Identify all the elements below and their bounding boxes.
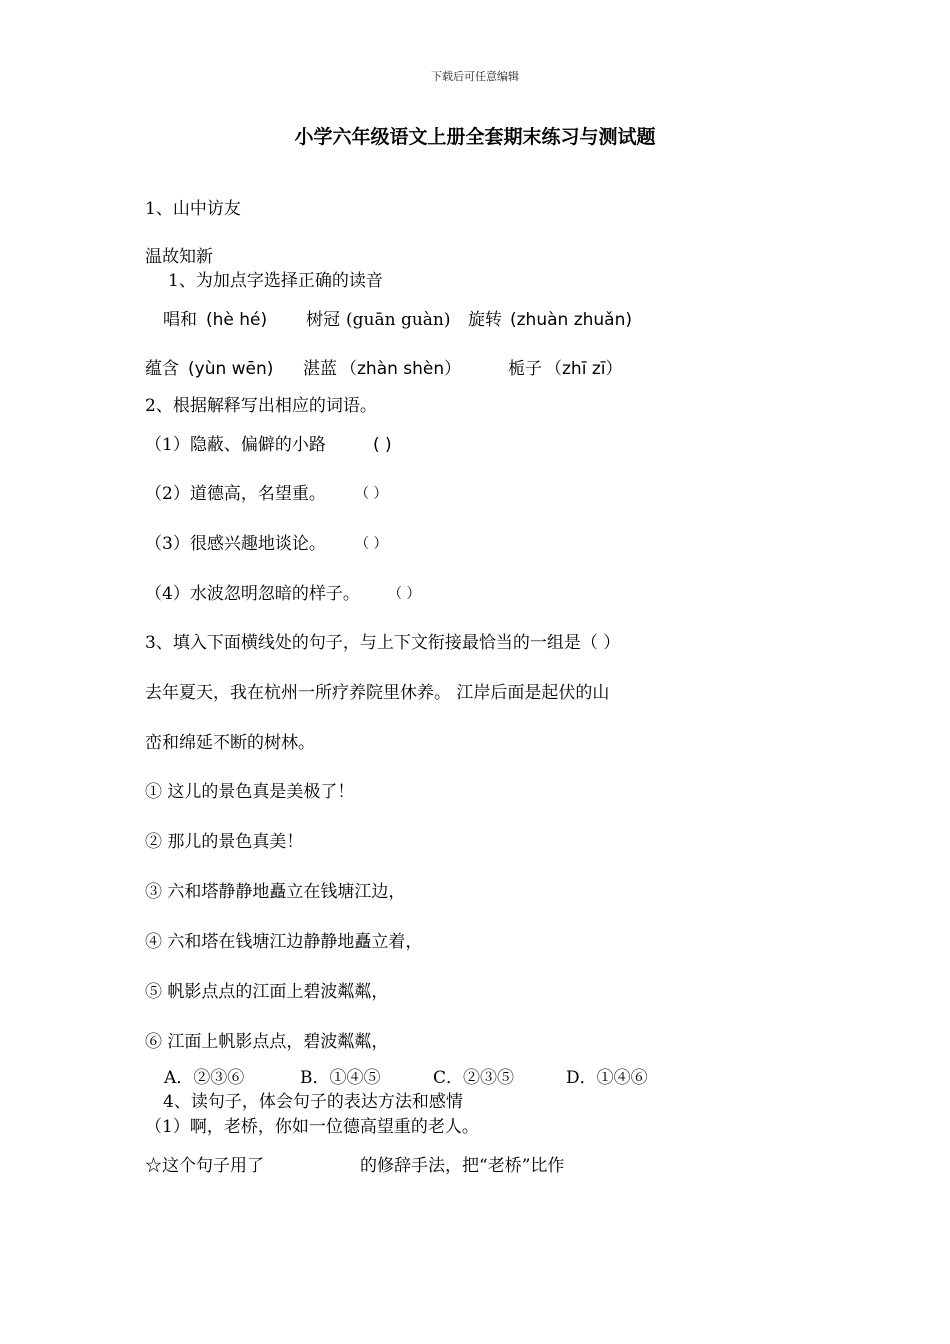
q1-pinyin: (zhuàn zhuǎn) (510, 310, 632, 330)
q1-word: 湛蓝 (303, 359, 337, 379)
q3-choice-d: D．①④⑥ (566, 1068, 648, 1088)
q4-task: 的修辞手法，把“老桥”比作 (360, 1156, 565, 1176)
q1-prompt: 1、为加点字选择正确的读音 (168, 271, 383, 291)
section-heading: 温故知新 (145, 247, 213, 267)
q3-choice-b: B．①④⑤ (300, 1068, 381, 1088)
q1-pinyin: （zhī zī） (545, 359, 623, 379)
q2-blank: （ ） (388, 586, 421, 602)
lesson-heading: 1、山中访友 (145, 199, 241, 219)
q2-blank: （ ） (355, 536, 388, 552)
q3-prompt: 3、填入下面横线处的句子，与上下文衔接最恰当的一组是（ ） (145, 633, 621, 653)
q1-word: 树冠 (306, 310, 340, 330)
q1-word: 栀子 (508, 359, 542, 379)
q2-item: （4）水波忽明忽暗的样子。 (145, 584, 360, 604)
q4-prompt: 4、读句子，体会句子的表达方法和感情 (163, 1092, 463, 1112)
q2-item: （2）道德高，名望重。 (145, 484, 326, 504)
q3-choice-a: A．②③⑥ (164, 1068, 245, 1088)
q2-prompt: 2、根据解释写出相应的词语。 (145, 396, 377, 416)
q2-item: （1）隐蔽、偏僻的小路 (145, 435, 326, 455)
q2-item: （3）很感兴趣地谈论。 (145, 534, 326, 554)
q1-word: 蕴含 (145, 359, 179, 379)
q3-passage: 峦和绵延不断的树林。 (145, 733, 315, 753)
q4-sentence: （1）啊，老桥，你如一位德高望重的老人。 (145, 1117, 479, 1137)
q1-pinyin: (guān guàn) (346, 310, 451, 330)
q1-pinyin: (yùn wēn) (188, 359, 274, 379)
q3-option: ④ 六和塔在钱塘江边静静地矗立着， (145, 932, 423, 952)
q2-blank: ( ) (373, 435, 392, 455)
q3-option: ③ 六和塔静静地矗立在钱塘江边， (145, 882, 406, 902)
q2-blank: （ ） (355, 486, 388, 502)
download-note: 下载后可任意编辑 (431, 70, 519, 83)
q3-option: ① 这儿的景色真是美极了！ (145, 782, 355, 802)
q1-word: 旋转 (468, 310, 502, 330)
q3-option: ⑥ 江面上帆影点点，碧波粼粼， (145, 1032, 389, 1052)
q3-option: ② 那儿的景色真美！ (145, 832, 304, 852)
q3-option: ⑤ 帆影点点的江面上碧波粼粼， (145, 982, 389, 1002)
q1-word: 唱和 (163, 310, 197, 330)
q4-task: ☆这个句子用了 (145, 1156, 264, 1176)
page-title: 小学六年级语文上册全套期末练习与测试题 (294, 126, 656, 148)
q1-pinyin: (hè hé) (206, 310, 268, 330)
q3-passage: 去年夏天，我在杭州一所疗养院里休养。 江岸后面是起伏的山 (145, 683, 610, 703)
q3-choice-c: C．②③⑤ (433, 1068, 515, 1088)
q1-pinyin: （zhàn shèn） (340, 359, 462, 379)
